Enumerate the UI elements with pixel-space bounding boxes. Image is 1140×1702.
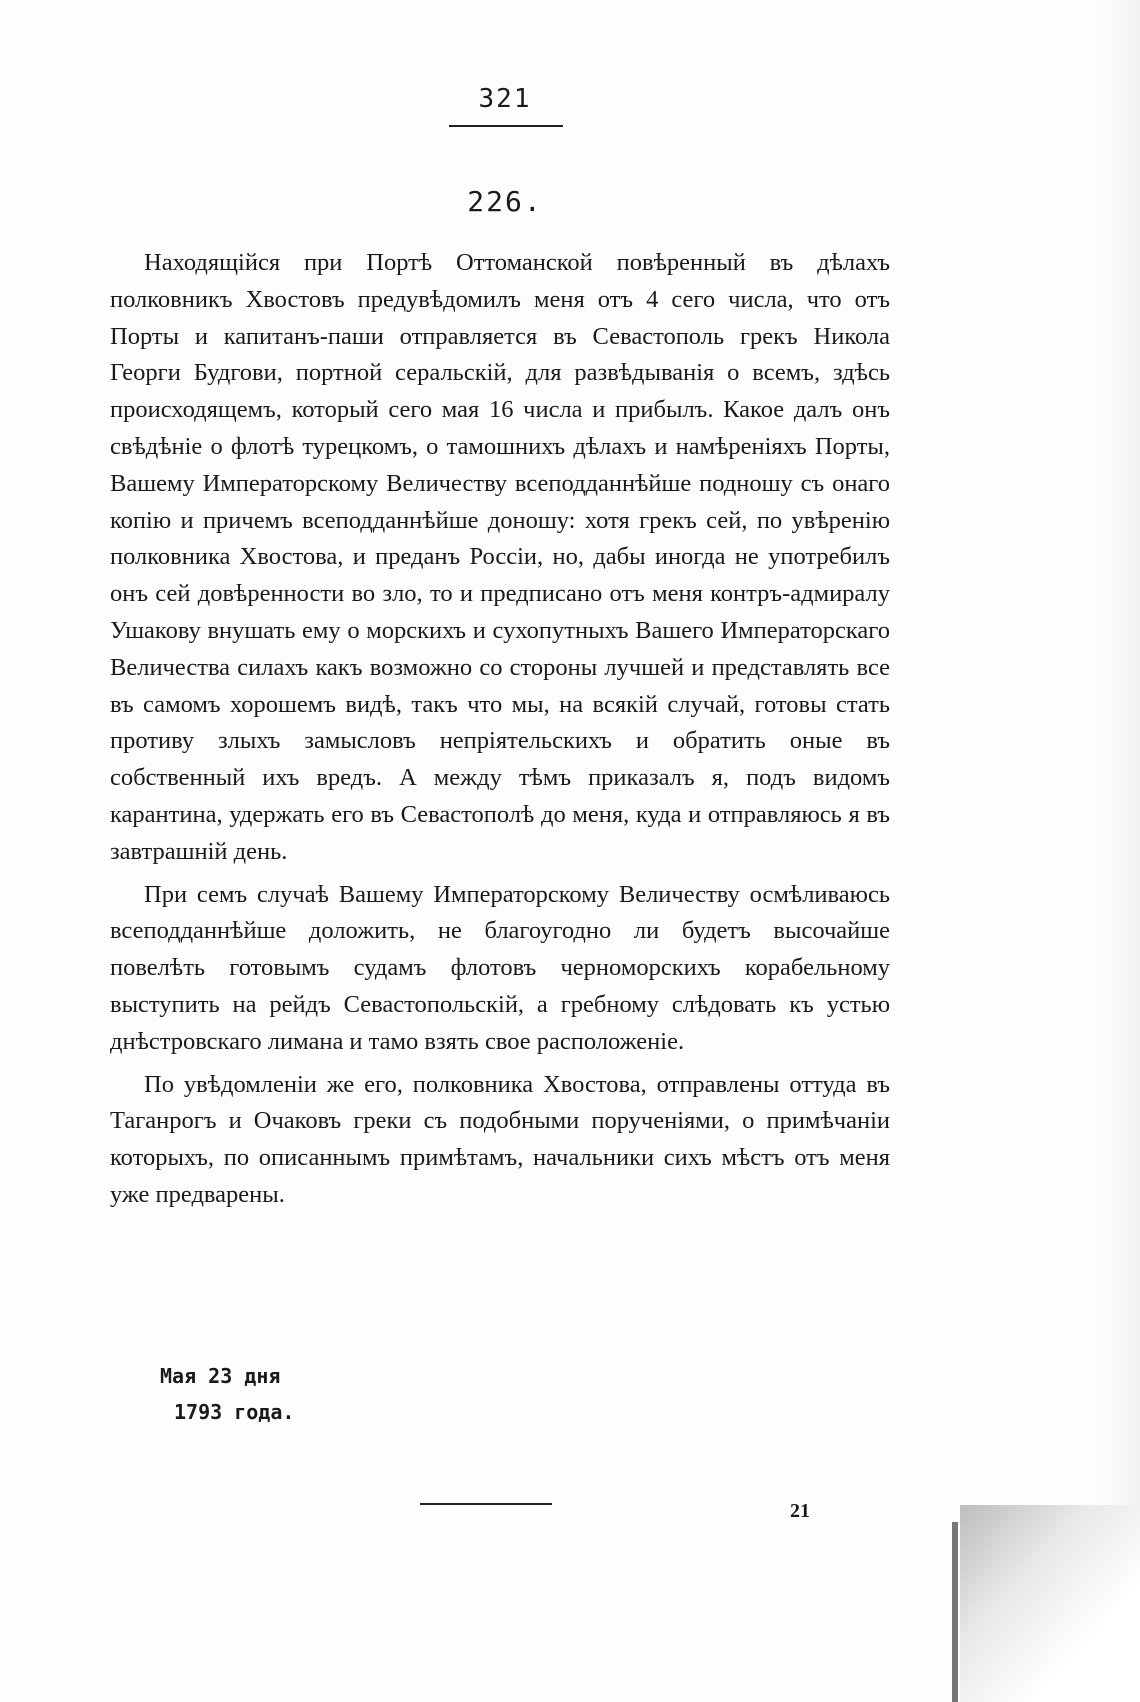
section-end-rule (420, 1503, 552, 1505)
paragraph: Находящійся при Портѣ Оттоманской повѣренный въ дѣлахъ полковникъ Хвостовъ предувѣдомилъ меня отъ 4 сего числа, что отъ Порты и капитанъ-паши отправляется въ Севастополь грекъ Никола Георги Будгови, портной серальскій, для развѣдыванія о всемъ, здѣсь происходящемъ, который сего мая 16 числа и прибылъ. Какое далъ онъ свѣдѣніе о флотѣ турецкомъ, о тамошнихъ дѣлахъ и намѣреніяхъ Порты, Вашему Императорскому Величеству всеподданнѣйше подношу съ онаго копію и причемъ всеподданнѣйше доношу: хотя грекъ сей, по увѣренію полковника Хвостова, и преданъ Россіи, но, дабы иногда не употребилъ онъ сей довѣренности во зло, то и предписано отъ меня контръ-адмиралу Ушакову внушать ему о морскихъ и сухопутныхъ Вашего Императорскаго Величества силахъ какъ возможно со стороны лучшей и представлять все въ самомъ хорошемъ видѣ, такъ что мы, на всякій случай, готовы стать противу злыхъ замысловъ непріятельскихъ и обратить оные въ собственный ихъ вредъ. А между тѣмъ приказалъ я, подъ видомъ карантина, удержать его въ Севастополѣ до меня, куда и отправляюсь я въ завтрашній день. (110, 249, 890, 865)
printer-signature-mark: 21 (790, 1500, 810, 1522)
paragraph: По увѣдомленіи же его, полковника Хвостова, отправлены оттуда въ Таганрогъ и Очаковъ греки съ подобными порученіями, о примѣчаніи которыхъ, по описаннымъ примѣтамъ, начальники сихъ мѣстъ отъ меня уже предварены. (110, 1070, 890, 1208)
scan-corner-edge (952, 1522, 958, 1702)
dateline (160, 1358, 294, 1430)
page-number: 321 (478, 84, 532, 114)
letter-body (110, 245, 890, 1214)
scan-edge-shadow (1100, 0, 1140, 1702)
dateline-year: 1793 года. (174, 1400, 295, 1424)
dateline-day: Мая 23 дня (160, 1364, 281, 1388)
document-number: 226. (467, 185, 543, 218)
scan-corner-shadow (960, 1505, 1140, 1702)
paragraph: При семъ случаѣ Вашему Императорскому Величеству осмѣливаюсь всеподданнѣйше доложить, не благоугодно ли будетъ высочайше повелѣть готовымъ судамъ флотовъ черноморскихъ корабельному выступить на рейдъ Севастопольскій, а гребному слѣдовать къ устью днѣстровскаго лимана и тамо взять свое расположеніе. (110, 880, 890, 1055)
page-number-underline (449, 125, 563, 127)
